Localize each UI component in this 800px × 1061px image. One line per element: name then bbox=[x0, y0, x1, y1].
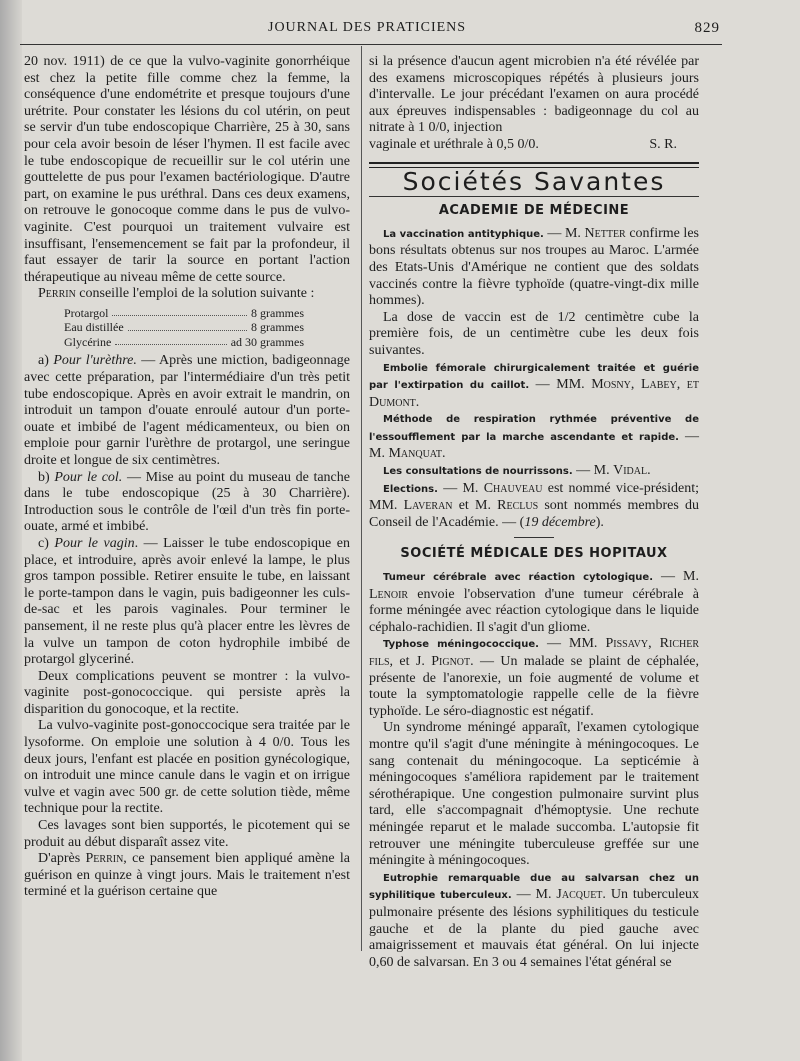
page-number: 829 bbox=[694, 20, 720, 36]
report-title: Méthode de respiration rythmée préventive de l'essoufflement par la marche ascendante et rapide. bbox=[369, 414, 699, 443]
report-title: Elections. bbox=[383, 483, 438, 495]
item-heading: Pour le vagin bbox=[54, 535, 135, 551]
item-heading: Pour l'urèthre. bbox=[53, 353, 137, 369]
report-item bbox=[369, 870, 699, 972]
recipe-table bbox=[64, 306, 304, 350]
paragraph-text: . — Laisser le tube endoscopique en place, et introduire, après avoir enlevé la lampe, le plus gros tampon possible. Retirer ensuite le tube, en laissant le porte-tampon dans le vagin, puis badigeonner les culs-de-sac et les parois vaginales. Pour terminer le pansement, il ne reste plus qu'à placer entre les lèvres de la vulve un tampon de coton hydrophile imbibé de protargol glyceriné. bbox=[24, 535, 350, 668]
author-name: Mosny, Labey, et Dumont. bbox=[369, 377, 699, 410]
paragraph bbox=[24, 536, 350, 669]
report-item bbox=[369, 636, 699, 720]
author-name: Netter bbox=[584, 225, 626, 241]
paragraph-text: et M. bbox=[452, 498, 498, 514]
item-label: b) bbox=[38, 469, 55, 485]
paragraph: 20 nov. 1911) de ce que la vulvo-vaginite gonorrhéique est chez la petite fille comme chez la femme, la conséquence d'une endométrite et presque toujours d'une urétrite. Pour constater les lésions du col utérin, on peut se servir d'un tube endoscopique Charrière, 25 à 30, sans pour cela avoir besoin de léser l'hymen. Il est facile avec le tube endoscopique de recueillir sur le col utérin une gouttelette de pus pour l'examen bactériologique. D'autre part, on examine le pus uréthral. Dans ces deux examens, on retrouve le gonocoque comme dans le pus de vulvo-vaginite. C'est pourquoi un traitement vulvaire est insuffisant, l'ensemencement se fait par la profondeur, il faut essayer de tarir la source en portant l'action thérapeutique au niveau même de cette source. bbox=[24, 54, 350, 285]
paragraph-text: — Mise au point du museau de tanche dans le tube endoscopique (25 à 30 Charrière). Introduction sous le contrôle de l'œil d'un très fin porte-ouate, armé et imbibé. bbox=[24, 469, 350, 535]
paragraph-text: envoie l'observation d'une tumeur cérébrale à forme méningée avec réaction cytologique dans le liquide céphalo-rachidien. Il s'agit d'un gliome. bbox=[369, 586, 699, 635]
author-name: Chauveau bbox=[483, 480, 543, 496]
author-signature: S. R. bbox=[649, 136, 677, 152]
recipe-row bbox=[64, 335, 304, 350]
right-column bbox=[369, 54, 699, 971]
paragraph: Un syndrome méningé apparaît, l'examen cytologique montre qu'il s'agit d'une méningite à méningocoques. Le sang contenait du méningocoque. La septicémie à méningocoques s'améliora rapidement par le traitement sérothérapique. Une congestion pulmonaire survint plus tard, elle s'accompagnait d'hémoptysie. Une rechute méningée reparut et le malade succomba. L'autopsie fit retrouver une méningite tuberculeuse greffée sur une méningite à méningocoques. bbox=[369, 720, 699, 869]
report-item bbox=[369, 360, 699, 412]
paragraph-text: — MM. bbox=[538, 636, 606, 652]
society-title: SOCIÉTÉ MÉDICALE DES HOPITAUX bbox=[400, 546, 668, 562]
header-rule bbox=[20, 44, 722, 45]
column-divider bbox=[361, 46, 362, 951]
recipe-qty: 8 grammes bbox=[251, 320, 304, 335]
paragraph-text: — M. bbox=[543, 225, 585, 241]
paragraph-text: — Après une miction, badigeonnage avec cette préparation, par l'intermédiaire d'un très petit tube endoscopique. Après en avoir extrait le mandrin, on introduit un tampon d'ouate enroulé autour d'un porte-ouate et imbibé de l'agent médicamenteux, ou bien on emploie pour garnir l'urèthre de protargol, une seringue droite et longue de six centimètres. bbox=[24, 353, 350, 468]
paragraph bbox=[24, 470, 350, 536]
item-label: c) bbox=[38, 535, 55, 551]
recipe-row bbox=[64, 306, 304, 321]
item-label: a) bbox=[38, 353, 54, 369]
author-name: Lenoir bbox=[369, 586, 409, 602]
page-gutter-shadow bbox=[0, 0, 22, 1061]
recipe-item: Protargol bbox=[64, 305, 109, 320]
paragraph bbox=[24, 353, 350, 469]
paragraph-text: sont nommés membres du Conseil de l'Académie. — ( bbox=[369, 498, 699, 530]
journal-title: JOURNAL DES PRATICIENS bbox=[268, 20, 467, 35]
paragraph-text: — M. bbox=[653, 569, 699, 585]
report-item bbox=[369, 411, 699, 463]
report-title: Les consultations de nourrissons. bbox=[383, 466, 573, 478]
author-name: Manquat. bbox=[388, 446, 446, 462]
signature-line bbox=[369, 137, 699, 154]
recipe-item: Glycérine bbox=[64, 334, 112, 349]
author-name: Reclus bbox=[497, 498, 539, 514]
paragraph: La dose de vaccin est de 1/2 centimètre cube la première fois, de un centimètre cube les deux fois suivantes. bbox=[369, 309, 699, 358]
dot-leader bbox=[112, 306, 247, 317]
paragraph: si la présence d'aucun agent microbien n'a été révélée par des examens microscopiques répétés à plusieurs jours d'intervalle. Le jour précédant l'examen on aura procédé aux épreuves indispensables : badigeonnage du col au nitrate à 1 0/0, injection bbox=[369, 54, 699, 136]
paragraph: Deux complications peuvent se montrer : la vulvo-vaginite post-gonococcique. qui persiste après la disparition du gonocoque, et la rectite. bbox=[24, 668, 350, 717]
report-title: Eutrophie remarquable due au salvarsan chez un syphilitique tuberculeux. bbox=[369, 872, 699, 902]
author-name: Perrin bbox=[38, 286, 76, 302]
author-name: Laveran bbox=[403, 498, 453, 514]
heading-rule bbox=[369, 196, 699, 197]
recipe-qty: 8 grammes bbox=[251, 305, 304, 320]
running-header bbox=[20, 18, 720, 40]
paragraph-text: — M. bbox=[511, 887, 557, 903]
separator-rule bbox=[514, 537, 554, 538]
report-item bbox=[369, 226, 699, 310]
author-name: Pignot bbox=[431, 654, 471, 669]
recipe-item: Eau distillée bbox=[64, 320, 124, 335]
paragraph-text: est nommé vice-président; MM. bbox=[369, 480, 700, 514]
section-heading: Sociétés Savantes bbox=[402, 166, 666, 196]
paragraph-text: confirme les bons résultats obtenus sur nos troupes au Maroc. L'armée des Etats-Unis d'Amérique ne contient que des soldats vaccinés contre la fièvre typhoïde (quatre-vingt-dix mille hommes). bbox=[369, 225, 699, 309]
dot-leader bbox=[115, 335, 226, 346]
report-title: Embolie fémorale chirurgicalement traitée et guérie par l'extirpation du caillot. bbox=[369, 362, 699, 392]
paragraph-text: ). bbox=[595, 514, 604, 530]
report-title: Tumeur cérébrale avec réaction cytologique. bbox=[383, 572, 653, 584]
paragraph-text: . — Un malade se plaint de céphalée, présente de l'anorexie, un foie augmenté de volume et toute la symptomatologie rappelle celle de la fièvre typhoïde. Le séro-diagnostic est négatif. bbox=[369, 654, 700, 719]
report-title: Typhose méningococcique. bbox=[383, 639, 539, 651]
paragraph-text: vaginale et uréthrale à 0,5 0/0. bbox=[369, 136, 539, 152]
recipe-row bbox=[64, 320, 304, 335]
paragraph-text: conseille l'emploi de la solution suivante : bbox=[75, 286, 315, 302]
left-column bbox=[24, 54, 350, 901]
recipe-qty: ad 30 grammes bbox=[230, 334, 304, 349]
paragraph-text: . Un tuberculeux pulmonaire présente des lésions syphilitiques du testicule gauche et de la plante du pied gauche avec amaigrissement et mauvais état général. On lui injecte 0,60 de salvarsan. En 3 ou 4 semaines l'état général se bbox=[369, 887, 699, 970]
paragraph: Ces lavages sont bien supportés, le picotement qui se produit au début disparaît assez vite. bbox=[24, 818, 350, 850]
author-name: Vidal. bbox=[613, 463, 651, 479]
paragraph-text: , ce pansement bien appliqué amène la guérison en quinze à vingt jours. Mais le traitement n'est terminé et la guérison certaine que bbox=[24, 851, 350, 900]
paragraph-text: D'après bbox=[38, 851, 86, 867]
paragraph-text: et J. bbox=[393, 654, 432, 669]
paragraph-text: — M. bbox=[369, 428, 700, 462]
date-text: 19 décembre bbox=[524, 514, 596, 530]
author-name: Pissavy, Richer fils, bbox=[369, 636, 700, 669]
paragraph-text: — M. bbox=[437, 480, 484, 496]
paragraph-text: — M. bbox=[572, 463, 614, 479]
report-title: La vaccination antityphique. bbox=[383, 228, 544, 240]
paragraph bbox=[24, 286, 350, 303]
report-item bbox=[369, 569, 699, 636]
paragraph bbox=[24, 851, 350, 901]
paragraph-text: — MM. bbox=[529, 377, 592, 393]
item-heading: Pour le col. bbox=[54, 469, 123, 485]
report-item bbox=[369, 481, 699, 532]
author-name: Perrin bbox=[85, 851, 124, 867]
author-name: Jacquet bbox=[556, 887, 603, 903]
dot-leader bbox=[128, 320, 247, 331]
report-item bbox=[369, 463, 699, 481]
society-title: ACADEMIE DE MÉDECINE bbox=[438, 203, 630, 219]
paragraph: La vulvo-vaginite post-gonoccocique sera traitée par le lysoforme. On emploie une solution à 4 0/0. Tous les deux jours, l'enfant est placée en position gynécologique, on introduit une mince canule dans le vagin et on irrigue vulve et vagin avec 500 gr. de cette solution tiède, même technique pour la rectite. bbox=[24, 718, 350, 817]
